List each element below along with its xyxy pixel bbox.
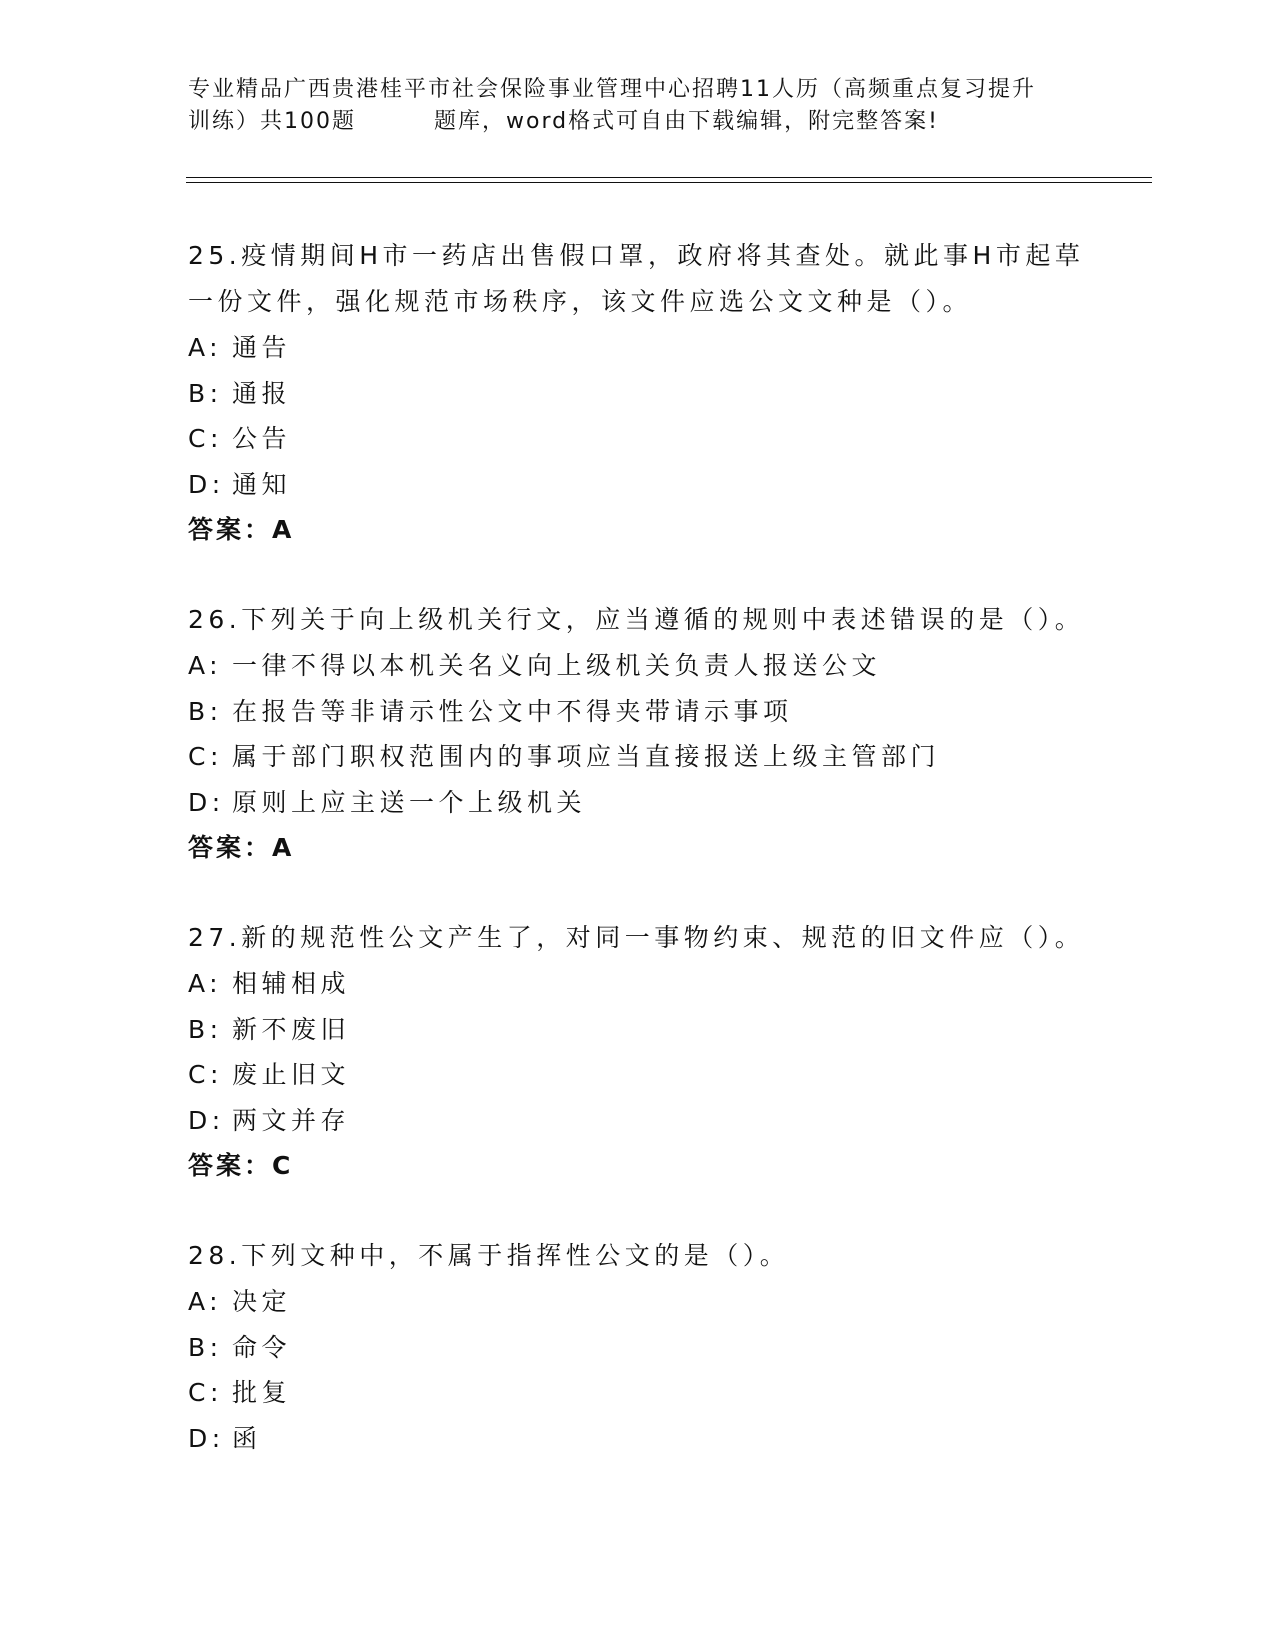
option-key: A: [188,969,223,998]
question-stem: 26.下列关于向上级机关行文，应当遵循的规则中表述错误的是（）。 [188,605,1085,634]
option-a [188,961,1088,1007]
option-text: 废止旧文 [232,1060,351,1089]
question-25 [188,233,1088,553]
option-text: 相辅相成 [232,969,351,998]
option-key: B: [188,378,223,408]
header-divider-top [186,177,1152,178]
question-26 [188,597,1088,871]
option-key: A: [188,333,223,362]
header-line-2-right: 题库，word格式可自由下载编辑，附完整答案! [434,109,939,134]
option-key: D: [188,1105,225,1135]
option-key: C: [188,742,223,771]
option-text: 新不废旧 [232,1014,351,1044]
option-d [188,462,1088,508]
option-key: A: [188,651,223,680]
option-text: 通报 [232,378,292,408]
answer-line: 答案：A [188,833,295,862]
option-key: C: [188,1060,223,1089]
question-stem: 25.疫情期间H市一药店出售假口罩，政府将其查处。就此事H市起草一份文件，强化规范市场秩序，该文件应选公文文种是（）。 [188,241,1085,316]
option-text: 公告 [232,424,292,453]
option-text: 一律不得以本机关名义向上级机关负责人报送公文 [232,651,882,680]
option-text: 通知 [232,469,292,499]
option-a [188,643,1088,689]
option-key: B: [188,696,223,726]
option-key: D: [188,787,225,817]
option-b [188,1007,1088,1053]
option-d [188,1098,1088,1144]
answer-line: 答案：C [188,1151,294,1180]
question-28 [188,1233,1088,1461]
document-header [188,74,1088,138]
option-c [188,1052,1088,1098]
header-line-1: 专业精品广西贵港桂平市社会保险事业管理中心招聘11人历（高频重点复习提升 [188,77,1036,102]
option-b [188,371,1088,417]
question-stem: 27.新的规范性公文产生了，对同一事物约束、规范的旧文件应（）。 [188,923,1085,952]
option-key: C: [188,1378,223,1407]
option-c [188,734,1088,780]
option-key: C: [188,424,223,453]
option-key: B: [188,1014,223,1044]
option-text: 函 [232,1423,262,1453]
option-b [188,689,1088,735]
header-line-2-left: 训练）共100题 [188,109,356,134]
header-line-2 [188,106,1088,138]
option-text: 原则上应主送一个上级机关 [232,787,587,817]
option-a [188,325,1088,371]
option-key: D: [188,1423,225,1453]
option-text: 通告 [232,333,292,362]
option-b [188,1325,1088,1371]
question-stem: 28.下列文种中，不属于指挥性公文的是（）。 [188,1241,790,1270]
option-key: A: [188,1287,223,1316]
option-text: 两文并存 [232,1105,351,1135]
option-c [188,416,1088,462]
option-text: 命令 [232,1332,292,1362]
option-d [188,1416,1088,1462]
option-text: 决定 [232,1287,292,1316]
answer-line: 答案：A [188,515,295,544]
option-text: 属于部门职权范围内的事项应当直接报送上级主管部门 [232,742,941,771]
option-a [188,1279,1088,1325]
option-d [188,780,1088,826]
header-divider-bottom [186,182,1152,183]
option-c [188,1370,1088,1416]
question-27 [188,915,1088,1189]
option-text: 批复 [232,1378,292,1407]
option-text: 在报告等非请示性公文中不得夹带请示事项 [232,696,793,726]
option-key: D: [188,469,225,499]
option-key: B: [188,1332,223,1362]
